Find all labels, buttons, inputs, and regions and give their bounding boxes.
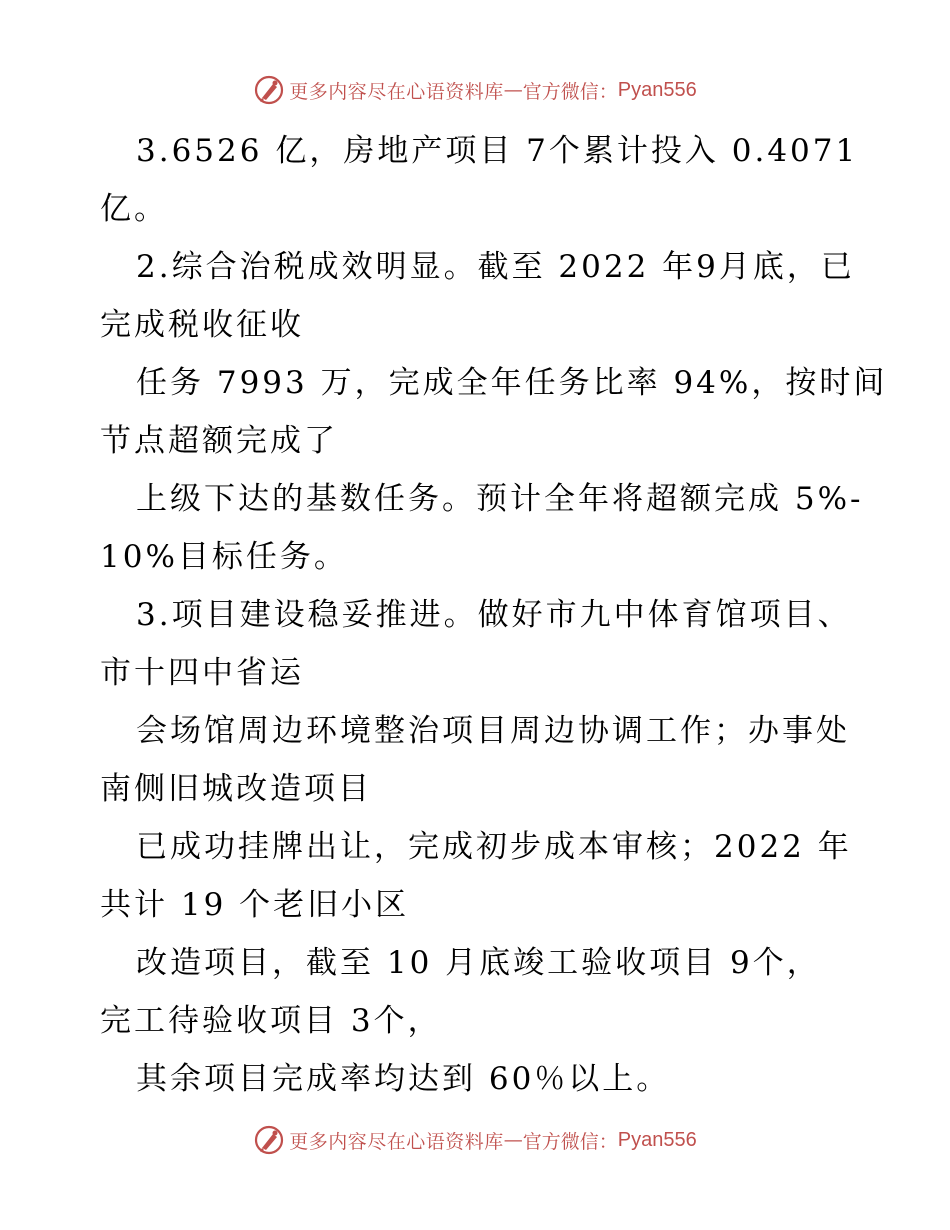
text-line: 共计 19 个老旧小区: [100, 887, 410, 923]
text-line: 10%目标任务。: [100, 539, 348, 575]
text-line: 任务 7993 万，完成全年任务比率 94%，按时间: [136, 365, 888, 401]
watermark-id: Pyan556: [617, 78, 697, 101]
text-line: 已成功挂牌出让，完成初步成本审核；2022 年: [136, 829, 852, 865]
text-line: 会场馆周边环境整治项目周边协调工作；办事处: [136, 713, 850, 749]
text-line: 节点超额完成了: [100, 423, 338, 459]
footer-watermark: [0, 1120, 950, 1160]
text-line: 3.6526 亿，房地产项目 7个累计投入 0.4071: [136, 133, 859, 169]
document-body: [100, 122, 888, 1108]
pen-logo-icon: [253, 74, 285, 106]
watermark-text: 更多内容尽在心语资料库: [289, 1130, 504, 1153]
text-line: 3.项目建设稳妥推进。做好市九中体育馆项目、: [136, 597, 852, 633]
text-line: 完成税收征收: [100, 307, 304, 343]
text-line: 市十四中省运: [100, 655, 304, 691]
watermark-text: 更多内容尽在心语资料库: [289, 80, 504, 103]
text-line: 2.综合治税成效明显。截至 2022 年9月底，已: [136, 249, 855, 285]
watermark-label: 官方微信：: [522, 80, 618, 103]
watermark-label: 官方微信：: [522, 1130, 618, 1153]
text-line: 亿。: [100, 191, 168, 227]
text-line: 南侧旧城改造项目: [100, 771, 372, 807]
watermark-separator: —: [503, 79, 523, 101]
watermark-separator: —: [503, 1129, 523, 1151]
watermark-id: Pyan556: [617, 1128, 697, 1151]
text-line: 其余项目完成率均达到 60％以上。: [136, 1061, 671, 1097]
pen-logo-icon: [253, 1124, 285, 1156]
text-line: 上级下达的基数任务。预计全年将超额完成 5%-: [136, 481, 864, 517]
text-line: 完工待验收项目 3个，: [100, 1003, 442, 1039]
header-watermark: [0, 70, 950, 110]
text-line: 改造项目，截至 10 月底竣工验收项目 9个，: [136, 945, 821, 981]
